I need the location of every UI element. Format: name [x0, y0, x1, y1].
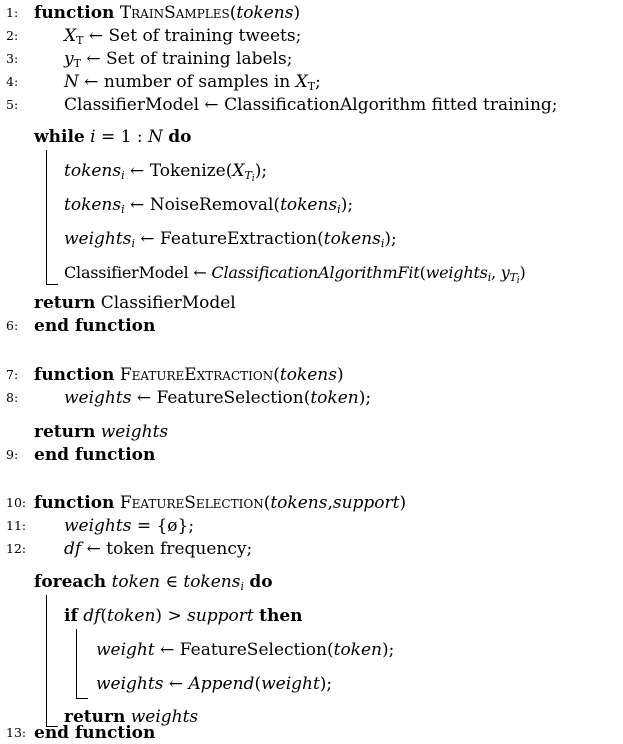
- keyword-then: then: [259, 606, 303, 626]
- greater-than: >: [162, 606, 188, 626]
- keyword-end-function: end function: [34, 723, 156, 743]
- keyword-function: function: [34, 493, 115, 513]
- sub-i: i: [380, 237, 385, 250]
- param-tokens: tokens: [236, 3, 294, 23]
- element-of: ∈: [159, 572, 184, 592]
- keyword-do: do: [249, 572, 273, 592]
- sub-i: i: [337, 203, 341, 216]
- feature-extraction-call: ← FeatureExtraction(: [134, 229, 324, 249]
- var-weights: weights: [64, 229, 132, 249]
- var-weights: weights: [64, 516, 132, 536]
- while-header: [34, 126, 192, 148]
- param-support: support: [332, 493, 400, 513]
- arg-tokens: tokens: [323, 229, 381, 249]
- return-classifier-model: ClassifierModel: [100, 293, 236, 313]
- feature-selection-call: ← FeatureSelection(: [131, 388, 311, 408]
- close-paren: ): [519, 263, 526, 282]
- keyword-end-function: end function: [34, 445, 156, 465]
- open-paren: (: [254, 674, 262, 694]
- code-line-2: [64, 25, 301, 47]
- close-paren: );: [254, 161, 268, 181]
- token-frequency-text: ← token frequency;: [81, 539, 253, 559]
- sub-t: T: [509, 271, 517, 284]
- if-block-end: [76, 698, 88, 699]
- classifier-model-assign: ClassifierModel ←: [64, 263, 212, 282]
- line-number-2: 2:: [6, 28, 19, 43]
- if-header: [64, 605, 303, 627]
- arg-token: token: [333, 640, 382, 660]
- line-5-text: ClassifierModel ← ClassificationAlgorithm fitted training;: [64, 95, 558, 115]
- var-n: N: [147, 127, 163, 147]
- keyword-return: return: [34, 422, 96, 442]
- var-token: token: [111, 572, 160, 592]
- open-paren: (: [100, 606, 108, 626]
- code-line-4: [64, 71, 321, 93]
- var-x: X: [232, 161, 245, 181]
- sub-i: i: [240, 580, 244, 593]
- if-block-bar: [76, 629, 77, 698]
- keyword-function: function: [34, 3, 115, 23]
- keyword-return: return: [34, 293, 96, 313]
- line-number-7: 7:: [6, 367, 19, 382]
- param-tokens: tokens: [270, 493, 328, 513]
- line-number-3: 3:: [6, 51, 19, 66]
- return-weights: weights: [130, 707, 199, 727]
- code-line-8: [64, 387, 371, 409]
- sub-i: i: [251, 174, 255, 184]
- code-line-5: [64, 94, 558, 116]
- line-number-6: 6:: [6, 318, 19, 333]
- var-weights: weights: [96, 674, 164, 694]
- sub-i: i: [487, 271, 492, 284]
- code-line-12: [64, 538, 252, 560]
- arg-token: token: [107, 606, 156, 626]
- return-weights: weights: [100, 422, 169, 442]
- foreach-block-bar: [46, 595, 47, 726]
- line-number-4: 4:: [6, 74, 19, 89]
- var-support: support: [187, 606, 254, 626]
- semicolon: ;: [315, 72, 321, 92]
- if-body-line-1: [96, 639, 394, 661]
- return-line-1: [34, 292, 236, 314]
- line-number-12: 12:: [6, 541, 27, 556]
- keyword-do: do: [168, 127, 192, 147]
- var-weight: weight: [96, 640, 155, 660]
- keyword-return: return: [64, 707, 126, 727]
- close-paren: );: [319, 674, 333, 694]
- fit-function: ClassificationAlgorithmFit: [211, 263, 420, 282]
- line-3-text: ← Set of training labels;: [80, 49, 293, 69]
- while-block-end: [46, 284, 58, 285]
- range-text: = 1 :: [95, 127, 148, 147]
- sub-t: T: [244, 169, 252, 182]
- function-name-feature-extraction: FeatureExtraction: [119, 365, 274, 385]
- while-body-line-1: [64, 160, 267, 182]
- arg-tokens: tokens: [280, 195, 338, 215]
- sub-i: i: [121, 203, 125, 216]
- sub-i: i: [131, 237, 135, 250]
- tokenize-call: ← Tokenize(: [124, 161, 233, 181]
- keyword-if: if: [64, 606, 78, 626]
- arg-token: token: [310, 388, 359, 408]
- function-name-feature-selection: FeatureSelection: [119, 493, 264, 513]
- var-tokens: tokens: [183, 572, 241, 592]
- foreach-header: [34, 571, 273, 593]
- noise-removal-call: ← NoiseRemoval(: [124, 195, 281, 215]
- function-name-train-samples: TrainSamples: [119, 3, 230, 23]
- var-n: N: [64, 72, 79, 92]
- var-tokens: tokens: [64, 195, 122, 215]
- param-separator: ,: [327, 493, 333, 513]
- return-line-2: [34, 421, 168, 443]
- arg-weight: weight: [261, 674, 320, 694]
- line-number-13: 13:: [6, 725, 27, 740]
- line-4-text: ← number of samples in: [78, 72, 296, 92]
- var-x: X: [64, 26, 77, 46]
- comma: ,: [491, 263, 501, 282]
- sub-t: T: [307, 80, 316, 93]
- empty-set-assign: = {ø};: [131, 516, 195, 536]
- feature-selection-header: function FeatureSelection(tokens,support): [34, 493, 407, 513]
- var-x: X: [295, 72, 308, 92]
- arg-y: y: [500, 263, 510, 282]
- assign-arrow: ←: [163, 674, 189, 694]
- end-function-2: [34, 444, 155, 466]
- while-block-bar: [46, 150, 47, 284]
- line-number-8: 8:: [6, 390, 19, 405]
- line-number-5: 5:: [6, 97, 19, 112]
- line-number-11: 11:: [6, 518, 27, 533]
- arg-weights: weights: [425, 263, 488, 282]
- close-paren: );: [340, 195, 354, 215]
- while-body-line-4: [64, 262, 526, 284]
- sub-i: i: [516, 276, 520, 286]
- train-samples-header: function TrainSamples(tokens): [34, 3, 301, 23]
- var-tokens: tokens: [64, 161, 122, 181]
- close-paren: );: [358, 388, 372, 408]
- line-number-10: 10:: [6, 495, 27, 510]
- fn-df: df: [83, 606, 101, 626]
- code-line-11: [64, 515, 194, 537]
- keyword-while: while: [34, 127, 85, 147]
- keyword-function: function: [34, 365, 115, 385]
- sub-i: i: [121, 169, 125, 182]
- if-body-line-2: [96, 673, 332, 695]
- end-function-3: [34, 722, 155, 744]
- sub-t: T: [73, 57, 81, 70]
- sub-t: T: [76, 34, 84, 47]
- close-paren: );: [382, 640, 395, 660]
- code-line-3: [64, 48, 292, 70]
- line-number-1: 1:: [6, 5, 19, 20]
- while-body-line-2: [64, 194, 353, 216]
- var-y: y: [64, 49, 74, 69]
- feature-extraction-header: function FeatureExtraction(tokens): [34, 365, 344, 385]
- keyword-end-function: end function: [34, 316, 156, 336]
- fn-append: Append: [188, 674, 255, 694]
- close-paren: );: [384, 229, 397, 249]
- open-paren: (: [419, 263, 426, 282]
- end-function-1: [34, 315, 155, 337]
- keyword-foreach: foreach: [34, 572, 107, 592]
- feature-selection-call: ← FeatureSelection(: [154, 640, 334, 660]
- var-i: i: [90, 127, 96, 147]
- while-body-line-3: [64, 228, 397, 250]
- var-df: df: [64, 539, 82, 559]
- line-2-text: ← Set of training tweets;: [83, 26, 302, 46]
- param-tokens: tokens: [279, 365, 337, 385]
- line-number-9: 9:: [6, 447, 19, 462]
- var-weights: weights: [64, 388, 132, 408]
- close-paren: ): [155, 606, 163, 626]
